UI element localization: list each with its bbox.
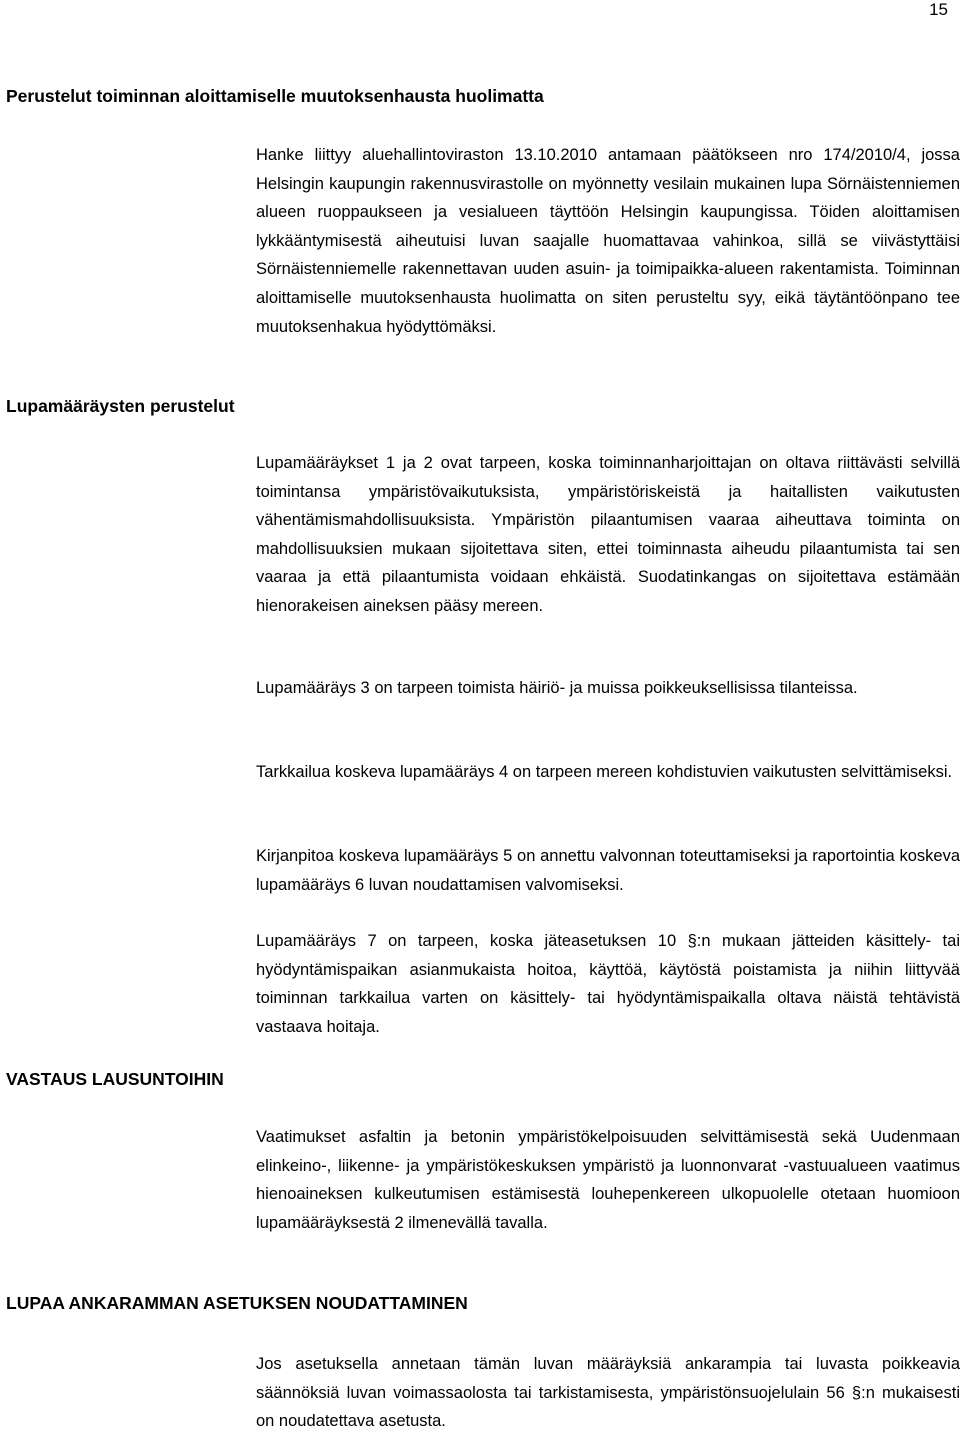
paragraph-vaatimukset-asfaltin: Vaatimukset asfaltin ja betonin ympäristökelpoisuuden selvittämisestä sekä Uudenmaan elinkeino-, liikenne- ja ympäristökeskuksen ympäristö ja luonnonvarat -vastuualueen vaatimus hienoaineksen kulkeutumisen estämisestä louhepenkereen ulkopuolelle otetaan huomioon lupamääräyksestä 2 ilmenevällä tavalla. <box>256 1128 960 1232</box>
paragraph-lupamaarays-3: Lupamääräys 3 on tarpeen toimista häiriö- ja muissa poikkeuksellisissa tilanteissa. <box>256 679 858 697</box>
paragraph-hanke: Hanke liittyy aluehallintoviraston 13.10.2010 antamaan päätökseen nro 174/2010/4, jossa Helsingin kaupungin rakennusvirastolle on myönnetty vesilain mukainen lupa Sörnäistenniemen alueen ruoppaukseen ja vesialueen täyttöön Helsingin kaupungissa. Töiden aloittamisen lykkääntymisestä aiheutuisi luvan saajalle huomattavaa vahinkoa, sillä se viivästyttäisi Sörnäistenniemelle rakennettavan uuden asuin- ja toimipaikka-alueen rakentamista. Toiminnan aloittamiselle muutoksenhausta huolimatta on siten perusteltu syy, eikä täytäntöönpano tee muutoksenhakua hyödyttömäksi. <box>256 146 960 336</box>
paragraph-lupamaarays-4: Tarkkailua koskeva lupamääräys 4 on tarpeen mereen kohdistuvien vaikutusten selvittämiseksi. <box>256 763 953 781</box>
page-number: 15 <box>929 0 948 19</box>
paragraph-jos-asetuksella: Jos asetuksella annetaan tämän luvan määräyksiä ankarampia tai luvasta poikkeavia säännöksiä luvan voimassaolosta tai tarkistamisesta, ympäristönsuojelulain 56 §:n mukaisesti on noudatettava asetusta. <box>256 1355 960 1431</box>
heading-lupaa-ankaramman-asetuksen: LUPAA ANKARAMMAN ASETUKSEN NOUDATTAMINEN <box>6 1293 468 1313</box>
heading-lupamaaraysten-perustelut: Lupamääräysten perustelut <box>6 396 235 416</box>
heading-vastaus-lausuntoihin: VASTAUS LAUSUNTOIHIN <box>6 1069 224 1089</box>
paragraph-lupamaarays-7: Lupamääräys 7 on tarpeen, koska jäteasetuksen 10 §:n mukaan jätteiden käsittely- tai hyödyntämispaikan asianmukaista hoitoa, käyttöä, käytöstä poistamista ja niihin liittyvää toiminnan tarkkailua varten on käsittely- tai hyödyntämispaikalla oltava näistä tehtävistä vastaava hoitaja. <box>256 932 960 1036</box>
paragraph-lupamaaraykset-1-2: Lupamääräykset 1 ja 2 ovat tarpeen, koska toiminnanharjoittajan on oltava riittävästi selvillä toimintansa ympäristövaikutuksista, ympäristöriskeistä ja haitallisten vaikutusten vähentämismahdollisuuksista. Ympäristön pilaantumisen vaaraa aiheuttava toiminta on mahdollisuuksien mukaan sijoitettava siten, ettei toiminnasta aiheudu pilaantumista tai sen vaaraa ja että pilaantumista voidaan ehkäistä. Suodatinkangas on sijoitettava estämään hienorakeisen aineksen pääsy mereen. <box>256 454 960 615</box>
heading-perustelut-toiminnan-aloittamiselle: Perustelut toiminnan aloittamiselle muutoksenhausta huolimatta <box>6 86 544 106</box>
paragraph-lupamaaraykset-5-6: Kirjanpitoa koskeva lupamääräys 5 on annettu valvonnan toteuttamiseksi ja raportointia koskeva lupamääräys 6 luvan noudattamisen valvomiseksi. <box>256 847 960 894</box>
